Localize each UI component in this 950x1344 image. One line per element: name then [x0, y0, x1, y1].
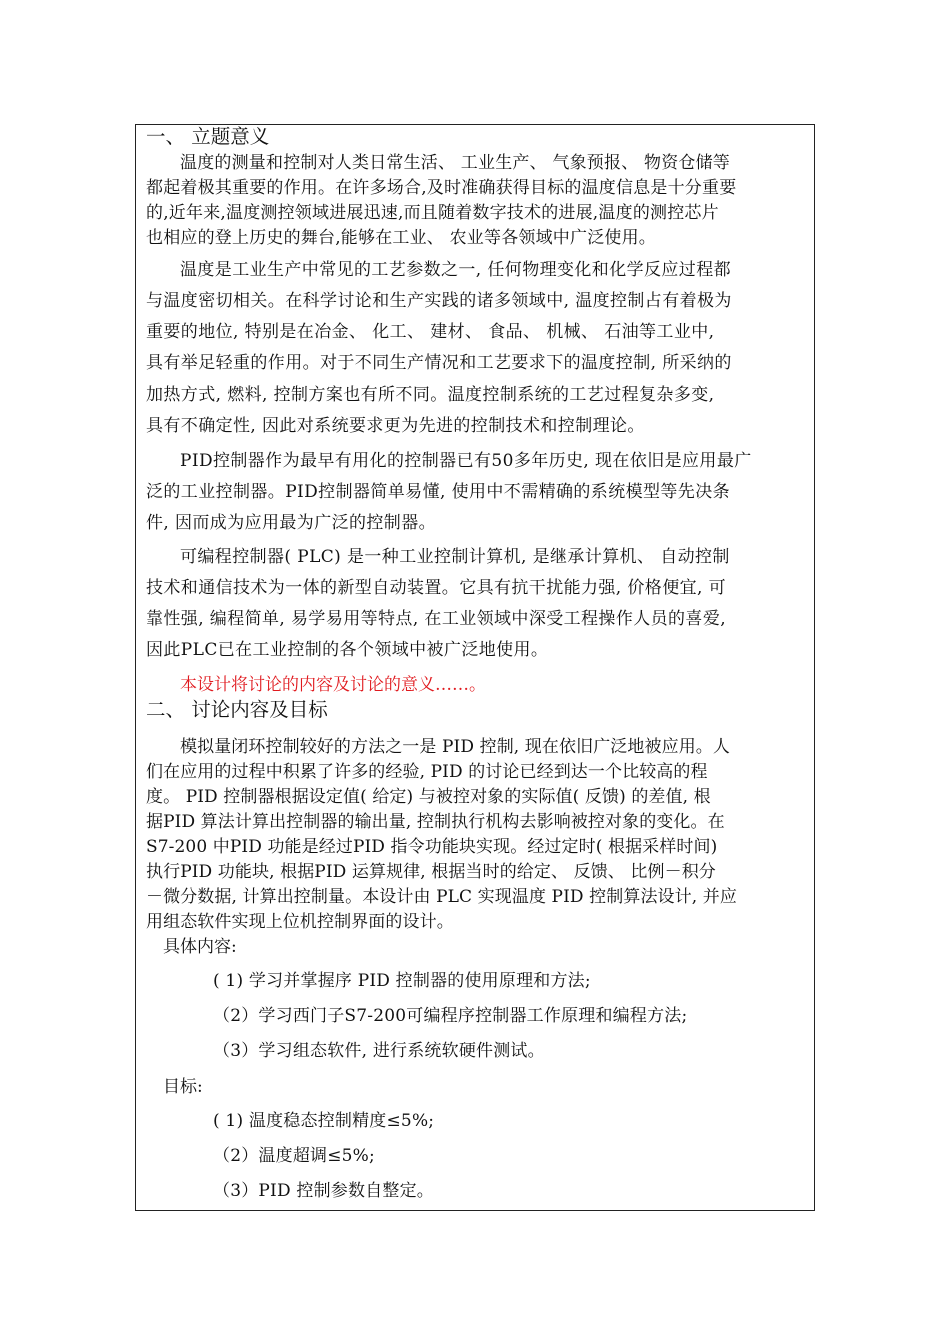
section1-para4-line1: 可编程控制器( PLC) 是一种工业控制计算机, 是继承计算机、 自动控制 [180, 547, 730, 567]
section2-para1-line2: 们在应用的过程中积累了许多的经验, PID 的讨论已经到达一个比较高的程 [146, 762, 708, 782]
goal-label: 目标: [163, 1077, 203, 1097]
section1-para2-line3: 重要的地位, 特别是在冶金、 化工、 建材、 食品、 机械、 石油等工业中, [146, 322, 715, 342]
section2-heading: 二、 讨论内容及目标 [146, 698, 328, 721]
section2-para1-line6: 执行PID 功能块, 根据PID 运算规律, 根据当时的给定、 反馈、 比例－积分 [146, 862, 716, 882]
section1-para3-line2: 泛的工业控制器。PID控制器简单易懂, 使用中不需精确的系统模型等先决条 [146, 482, 730, 502]
section1-para2-line1: 温度是工业生产中常见的工艺参数之一, 任何物理变化和化学反应过程都 [180, 260, 732, 280]
section1-red-note: 本设计将讨论的内容及讨论的意义……。 [180, 675, 486, 695]
section2-para1-line7: －微分数据, 计算出控制量。本设计由 PLC 实现温度 PID 控制算法设计, 并应 [146, 887, 737, 907]
section1-para2-line2: 与温度密切相关。在科学讨论和生产实践的诸多领域中, 温度控制占有着极为 [146, 291, 732, 311]
section1-para1-line1: 温度的测量和控制对人类日常生活、 工业生产、 气象预报、 物资仓储等 [180, 153, 731, 173]
goal-item-2: （2）温度超调≤5%; [213, 1146, 375, 1166]
content-item-3: （3）学习组态软件, 进行系统软硬件测试。 [213, 1041, 545, 1061]
section1-para4-line3: 靠性强, 编程简单, 易学易用等特点, 在工业领域中深受工程操作人员的喜爱, [146, 609, 727, 629]
content-item-2: （2）学习西门子S7-200可编程序控制器工作原理和编程方法; [213, 1006, 688, 1026]
section1-para4-line2: 技术和通信技术为一体的新型自动装置。它具有抗干扰能力强, 价格便宜, 可 [146, 578, 727, 598]
section2-para1-line5: S7-200 中PID 功能是经过PID 指令功能块实现。经过定时( 根据采样时间) [146, 837, 718, 857]
section1-para1-line2: 都起着极其重要的作用。在许多场合,及时准确获得目标的温度信息是十分重要 [146, 178, 737, 198]
section2-para1-line8: 用组态软件实现上位机控制界面的设计。 [146, 912, 454, 932]
section2-para1-line4: 据PID 算法计算出控制器的输出量, 控制执行机构去影响被控对象的变化。在 [146, 812, 725, 832]
section1-para1-line4: 也相应的登上历史的舞台,能够在工业、 农业等各领域中广泛使用。 [146, 228, 657, 248]
content-item-1: ( 1) 学习并掌握序 PID 控制器的使用原理和方法; [213, 971, 591, 991]
section1-para4-line4: 因此PLC已在工业控制的各个领域中被广泛地使用。 [146, 640, 549, 660]
section1-para2-line4: 具有举足轻重的作用。对于不同生产情况和工艺要求下的温度控制, 所采纳的 [146, 353, 732, 373]
section1-para3-line3: 件, 因而成为应用最为广泛的控制器。 [146, 513, 437, 533]
goal-item-3: （3）PID 控制参数自整定。 [213, 1181, 435, 1201]
section1-heading: 一、 立题意义 [146, 125, 270, 148]
goal-item-1: ( 1) 温度稳态控制精度≤5%; [213, 1111, 435, 1131]
section1-para2-line6: 具有不确定性, 因此对系统要求更为先进的控制技术和控制理论。 [146, 416, 645, 436]
section1-para2-line5: 加热方式, 燃料, 控制方案也有所不同。温度控制系统的工艺过程复杂多变, [146, 385, 715, 405]
section1-para3-line1: PID控制器作为最早有用化的控制器已有50多年历史, 现在依旧是应用最广 [180, 451, 752, 471]
section2-para1-line3: 度。 PID 控制器根据设定值( 给定) 与被控对象的实际值( 反馈) 的差值, 根 [146, 787, 711, 807]
section2-para1-line1: 模拟量闭环控制较好的方法之一是 PID 控制, 现在依旧广泛地被应用。人 [180, 737, 730, 757]
content-label: 具体内容: [163, 937, 237, 957]
section1-para1-line3: 的,近年来,温度测控领域进展迅速,而且随着数字技术的进展,温度的测控芯片 [146, 203, 719, 223]
